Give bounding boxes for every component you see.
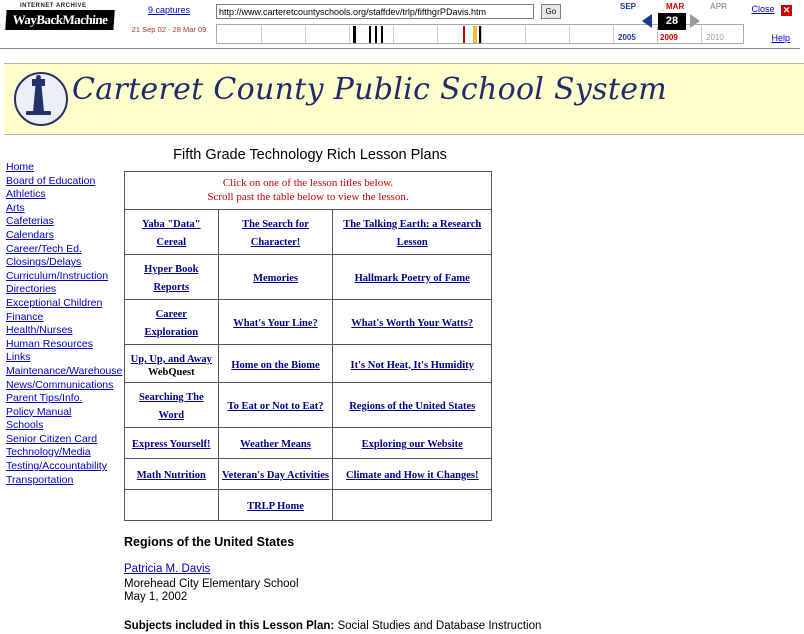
table-row xyxy=(125,459,492,490)
lesson-cell[interactable] xyxy=(218,210,333,255)
lesson-link-hyper-book-reports[interactable]: Hyper Book Reports xyxy=(144,264,199,293)
sidebar-item-closings-delays[interactable]: Closings/Delays xyxy=(6,256,82,269)
year-prev-label[interactable]: 2005 xyxy=(618,33,636,42)
lesson-cell[interactable] xyxy=(218,459,333,490)
internet-archive-label: INTERNET ARCHIVE xyxy=(20,3,87,9)
close-label[interactable]: Close xyxy=(751,4,775,14)
lesson-cell-empty xyxy=(333,490,492,521)
lesson-author[interactable] xyxy=(124,559,782,577)
lesson-link-hallmark-poetry-of-fame[interactable]: Hallmark Poetry of Fame xyxy=(354,273,470,284)
main-column xyxy=(122,135,782,634)
lesson-cell[interactable] xyxy=(218,383,333,428)
table-row xyxy=(125,383,492,428)
lesson-link-up-up-and-away[interactable]: Up, Up, and Away xyxy=(130,354,212,365)
month-prev-label[interactable]: SEP xyxy=(620,2,637,11)
lesson-cell[interactable] xyxy=(125,459,219,490)
timeline-tick[interactable] xyxy=(479,26,481,43)
sidebar-item-maintenance-warehouse[interactable]: Maintenance/Warehouse xyxy=(6,364,123,377)
help-link-wrap[interactable] xyxy=(771,33,790,43)
captures-count-link[interactable]: 9 captures xyxy=(147,5,191,15)
lesson-link-math-nutrition[interactable]: Math Nutrition xyxy=(136,470,206,481)
sidebar-item-technology-media[interactable]: Technology/Media xyxy=(6,446,91,459)
lesson-link-talking-earth[interactable]: The Talking Earth: a Research Lesson xyxy=(343,219,482,248)
table-row xyxy=(125,210,492,255)
sidebar-item-athletics[interactable]: Athletics xyxy=(6,188,46,201)
sidebar-item-home[interactable]: Home xyxy=(6,161,35,173)
timeline-tick[interactable] xyxy=(473,26,477,43)
sidebar-item-links[interactable]: Links xyxy=(6,351,31,364)
sidebar-nav xyxy=(6,161,122,487)
captures-date-range: 21 Sep 02 - 28 Mar 09 xyxy=(131,25,207,34)
lesson-cell[interactable] xyxy=(125,300,219,345)
help-link[interactable]: Help xyxy=(771,33,790,43)
lesson-link-search-for-character[interactable]: The Search for Character! xyxy=(242,219,309,248)
next-capture-arrow-icon[interactable] xyxy=(690,14,700,28)
page-content xyxy=(0,135,800,634)
year-current-label: 2009 xyxy=(660,33,678,42)
lesson-cell[interactable] xyxy=(218,300,333,345)
sidebar-item-career-tech-ed[interactable]: Career/Tech Ed. xyxy=(6,242,82,255)
lesson-school: Morehead City Elementary School xyxy=(124,578,299,590)
lesson-link-climate-and-how-it-changes[interactable]: Climate and How it Changes! xyxy=(346,470,479,481)
lesson-link-yaba-data-cereal[interactable]: Yaba "Data" Cereal xyxy=(141,219,201,248)
lesson-cell[interactable] xyxy=(333,345,492,383)
lesson-link-whats-worth-your-watts[interactable]: What's Worth Your Watts? xyxy=(351,318,474,329)
author-email-link[interactable]: Patricia M. Davis xyxy=(124,563,211,575)
lighthouse-icon xyxy=(14,70,66,126)
subjects-label: Subjects included in this Lesson Plan: xyxy=(124,620,335,632)
lesson-cell[interactable] xyxy=(333,255,492,300)
month-current-label: MAR xyxy=(666,2,685,11)
lesson-cell[interactable] xyxy=(333,459,492,490)
timeline-tick[interactable] xyxy=(369,26,371,43)
table-row xyxy=(125,172,492,210)
sidebar-item-calendars[interactable]: Calendars xyxy=(6,228,54,241)
lesson-link-regions-of-the-united-states[interactable]: Regions of the United States xyxy=(349,401,476,412)
wayback-toolbar xyxy=(0,0,800,49)
timeline-tick[interactable] xyxy=(463,26,465,43)
lesson-link-its-not-heat-its-humidity[interactable]: It's Not Heat, It's Humidity xyxy=(350,359,474,371)
site-banner xyxy=(4,63,804,135)
site-title: Carteret County Public School System xyxy=(72,72,667,107)
sidebar-item-health-nurses[interactable]: Health/Nurses xyxy=(6,324,73,337)
lesson-cell[interactable] xyxy=(333,428,492,459)
lesson-cell-empty xyxy=(125,490,219,521)
sidebar-item-testing-accountability[interactable]: Testing/Accountability xyxy=(6,460,107,473)
lesson-cell[interactable] xyxy=(125,345,219,383)
go-button[interactable]: Go xyxy=(541,4,562,19)
lesson-cell[interactable] xyxy=(218,255,333,300)
table-row xyxy=(125,345,492,383)
lesson-heading: Regions of the United States xyxy=(124,535,295,549)
table-row xyxy=(125,428,492,459)
sidebar-item-policy-manual[interactable]: Policy Manual xyxy=(6,405,72,418)
lesson-link-to-eat-or-not-to-eat[interactable]: To Eat or Not to Eat? xyxy=(227,401,324,412)
sidebar-item-cafeterias[interactable]: Cafeterias xyxy=(6,215,54,228)
instructions-cell xyxy=(125,172,492,210)
capture-day: 28 xyxy=(658,13,686,30)
lesson-link-express-yourself[interactable]: Express Yourself! xyxy=(132,439,211,450)
trlp-home-link[interactable]: TRLP Home xyxy=(247,501,304,512)
captures-info xyxy=(128,5,210,34)
lesson-cell[interactable] xyxy=(218,428,333,459)
lesson-cell[interactable] xyxy=(125,210,219,255)
date-navigator xyxy=(618,2,746,44)
lesson-link-veterans-day-activities[interactable]: Veteran's Day Activities xyxy=(222,470,329,481)
sidebar-item-senior-citizen-card[interactable]: Senior Citizen Card xyxy=(6,432,98,445)
prev-capture-arrow-icon[interactable] xyxy=(642,14,652,28)
instructions-line-2: Scroll past the table below to view the lesson. xyxy=(207,191,409,203)
sidebar-item-exceptional-children[interactable]: Exceptional Children xyxy=(6,296,103,309)
lesson-cell[interactable] xyxy=(125,383,219,428)
url-input[interactable] xyxy=(216,4,534,19)
sidebar-item-finance[interactable]: Finance xyxy=(6,310,44,323)
sidebar-item-human-resources[interactable]: Human Resources xyxy=(6,337,93,350)
lesson-cell[interactable] xyxy=(333,300,492,345)
sidebar-item-directories[interactable]: Directories xyxy=(6,283,57,296)
page-title: Fifth Grade Technology Rich Lesson Plans xyxy=(173,147,447,163)
close-toolbar[interactable] xyxy=(751,4,792,16)
lesson-link-weather-means[interactable]: Weather Means xyxy=(240,439,311,450)
lesson-date: May 1, 2002 xyxy=(124,591,188,603)
table-row xyxy=(125,255,492,300)
lesson-cell[interactable] xyxy=(333,383,492,428)
year-next-label[interactable]: 2010 xyxy=(706,33,724,42)
wayback-logo[interactable] xyxy=(6,3,114,30)
table-row xyxy=(125,300,492,345)
sidebar-item-schools[interactable]: Schools xyxy=(6,419,44,432)
lesson-cell[interactable] xyxy=(218,345,333,383)
lesson-cell[interactable] xyxy=(218,490,333,521)
lesson-details xyxy=(124,535,782,634)
lesson-link-memories[interactable]: Memories xyxy=(253,273,298,284)
close-icon[interactable]: ✕ xyxy=(782,5,791,15)
subjects-value: Social Studies and Database Instruction xyxy=(337,620,542,632)
lesson-link-home-on-the-biome[interactable]: Home on the Biome xyxy=(231,359,320,371)
lesson-cell[interactable] xyxy=(333,210,492,255)
lesson-link-whats-your-line[interactable]: What's Your Line? xyxy=(233,318,318,329)
lesson-link-exploring-our-website[interactable]: Exploring our Website xyxy=(361,439,463,450)
lesson-subjects xyxy=(124,619,544,634)
sidebar-item-parent-tips-info[interactable]: Parent Tips/Info. xyxy=(6,392,83,405)
timeline-tick[interactable] xyxy=(375,26,377,43)
lesson-link-searching-the-word[interactable]: Searching The Word xyxy=(138,392,204,421)
sidebar-item-transportation[interactable]: Transportation xyxy=(6,473,74,486)
sidebar-item-curriculum-instruction[interactable]: Curriculum/Instruction xyxy=(6,269,109,282)
sidebar-item-arts[interactable]: Arts xyxy=(6,201,25,214)
instructions-line-1: Click on one of the lesson titles below. xyxy=(222,177,394,189)
wayback-machine-logo-text: WayBackMachine xyxy=(5,10,114,30)
lesson-link-career-exploration[interactable]: Career Exploration xyxy=(144,309,199,338)
url-row xyxy=(216,4,561,19)
timeline-tick[interactable] xyxy=(353,26,356,43)
lesson-links-table xyxy=(124,171,492,521)
lesson-cell[interactable] xyxy=(125,428,219,459)
lesson-cell[interactable] xyxy=(125,255,219,300)
table-row xyxy=(125,490,492,521)
webquest-note: WebQuest xyxy=(147,367,195,378)
sidebar-item-board-of-education[interactable]: Board of Education xyxy=(6,174,96,187)
timeline-tick[interactable] xyxy=(381,26,383,43)
month-next-label[interactable]: APR xyxy=(710,2,727,11)
sidebar-item-news-communications[interactable]: News/Communications xyxy=(6,378,114,391)
